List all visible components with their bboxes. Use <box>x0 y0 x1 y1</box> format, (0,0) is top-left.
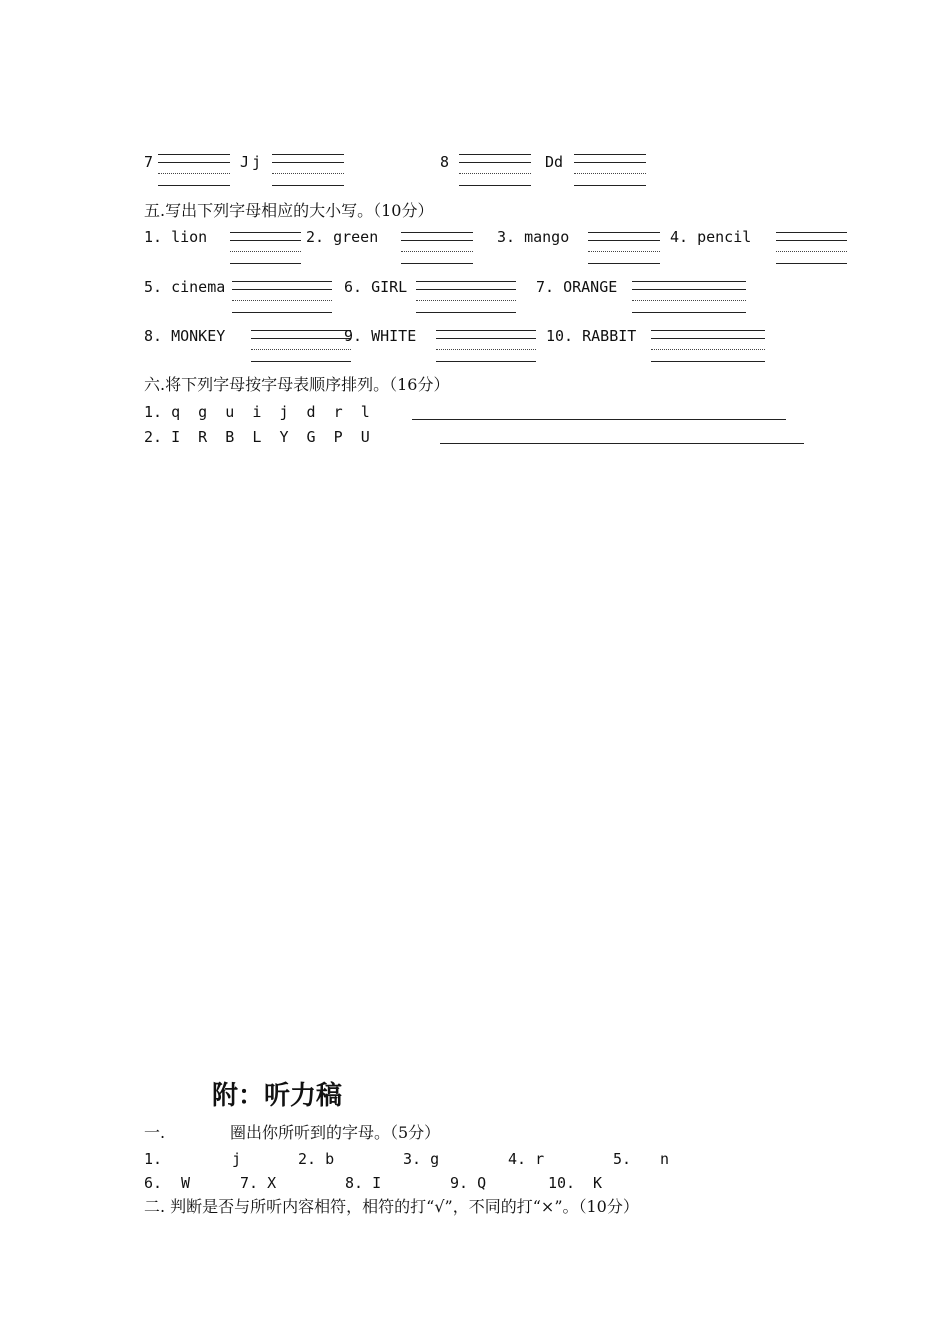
writing-slot[interactable] <box>459 154 531 192</box>
script-item: 2. b <box>298 1150 335 1168</box>
sort-line-1: 1. q g u i j d r l <box>144 403 370 421</box>
item-7-letter: Jj <box>240 153 265 171</box>
answer-line[interactable] <box>412 419 786 420</box>
word-item: 1. lion <box>144 228 208 246</box>
script-item: 5. <box>613 1150 632 1168</box>
word-item: 6. GIRL <box>344 278 408 296</box>
word-item: 9. WHITE <box>344 327 417 345</box>
part-1-number: 一. <box>144 1123 166 1142</box>
script-item: W <box>181 1174 191 1192</box>
script-item: 7. X <box>240 1174 277 1192</box>
script-item: 1. <box>144 1150 163 1168</box>
item-8-number: 8 <box>440 153 450 171</box>
sort-line-2: 2. I R B L Y G P U <box>144 428 370 446</box>
writing-slot[interactable] <box>251 330 351 368</box>
script-item: 8. I <box>345 1174 382 1192</box>
writing-slot[interactable] <box>574 154 646 192</box>
script-item: 6. <box>144 1174 163 1192</box>
answer-line[interactable] <box>440 443 804 444</box>
word-item: 2. green <box>306 228 379 246</box>
writing-slot[interactable] <box>651 330 765 368</box>
word-item: 4. pencil <box>670 228 752 246</box>
writing-slot[interactable] <box>776 232 847 270</box>
word-item: 8. MONKEY <box>144 327 226 345</box>
writing-slot[interactable] <box>416 281 516 319</box>
writing-slot[interactable] <box>230 232 301 270</box>
script-item: 9. Q <box>450 1174 487 1192</box>
script-item: 3. g <box>403 1150 440 1168</box>
item-7-number: 7 <box>144 153 154 171</box>
part-2-heading: 二. 判断是否与所听内容相符，相符的打“√”，不同的打“×”。（10分） <box>144 1197 639 1216</box>
item-8-letter: Dd <box>545 153 564 171</box>
script-item: 10. <box>548 1174 576 1192</box>
script-item: n <box>660 1150 670 1168</box>
section-5-heading: 五.写出下列字母相应的大小写。（10分） <box>144 201 434 220</box>
word-item: 10. RABBIT <box>546 327 637 345</box>
appendix-title: 附：听力稿 <box>212 1081 343 1111</box>
script-item: 4. r <box>508 1150 545 1168</box>
word-item: 5. cinema <box>144 278 226 296</box>
writing-slot[interactable] <box>436 330 536 368</box>
writing-slot[interactable] <box>588 232 660 270</box>
writing-slot[interactable] <box>158 154 230 192</box>
writing-slot[interactable] <box>232 281 332 319</box>
script-item: K <box>593 1174 603 1192</box>
section-6-heading: 六.将下列字母按字母表顺序排列。（16分） <box>144 375 450 394</box>
writing-slot[interactable] <box>632 281 746 319</box>
writing-slot[interactable] <box>272 154 344 192</box>
writing-slot[interactable] <box>401 232 473 270</box>
script-item: j <box>232 1150 242 1168</box>
part-1-heading: 圈出你所听到的字母。（5分） <box>230 1123 441 1142</box>
word-item: 3. mango <box>497 228 570 246</box>
word-item: 7. ORANGE <box>536 278 618 296</box>
